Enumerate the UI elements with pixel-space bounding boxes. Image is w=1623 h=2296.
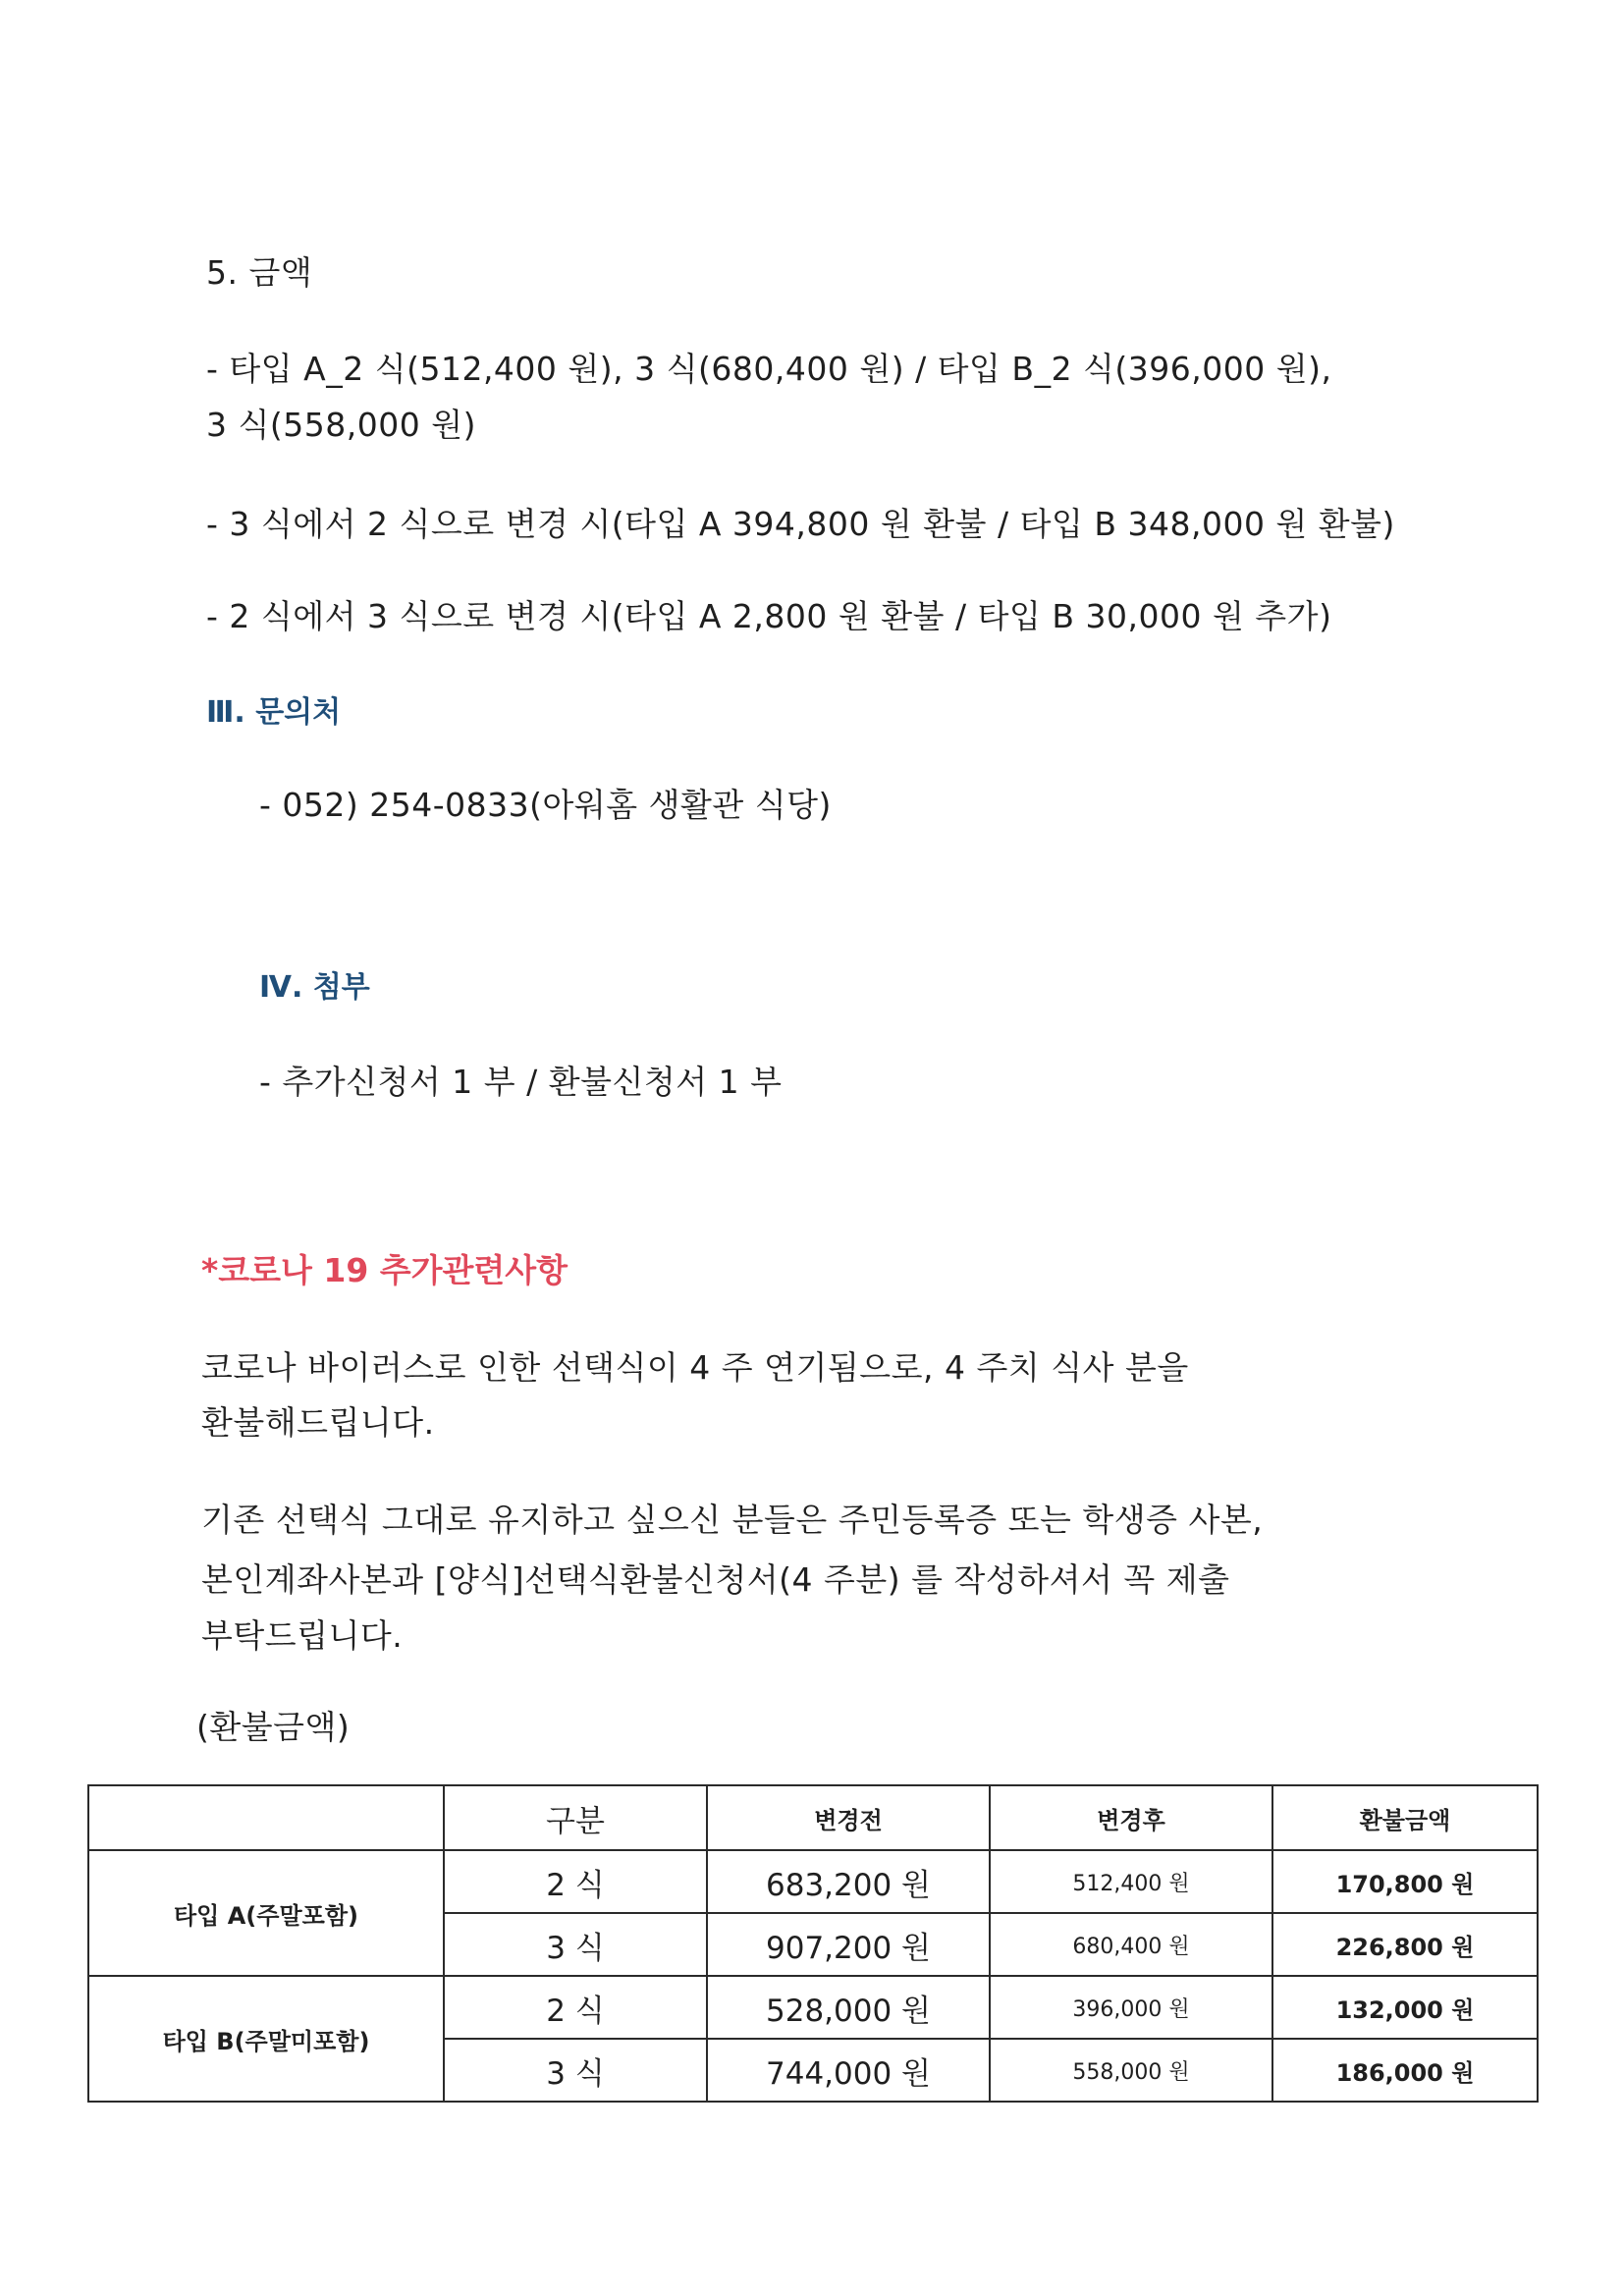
refund-table <box>87 1784 1539 2103</box>
contact-line: - 052) 254-0833(아워홈 생활관 식당) <box>259 786 832 824</box>
corona-para1-line2: 환불해드립니다. <box>201 1403 435 1442</box>
type-a-label: 타입 A(주말포함) <box>88 1850 444 1976</box>
header-category: 구분 <box>444 1785 707 1850</box>
price-before: 683,200 원 <box>707 1850 990 1913</box>
section4-heading: Ⅳ. 첨부 <box>259 970 370 1005</box>
header-refund: 환불금액 <box>1272 1785 1538 1850</box>
meal-count: 2 식 <box>444 1976 707 2039</box>
refund-amount: 186,000 원 <box>1272 2039 1538 2102</box>
change-3-to-2: - 3 식에서 2 식으로 변경 시(타입 A 394,800 원 환불 / 타입 B 348,000 원 환불) <box>206 505 1395 543</box>
type-b-label: 타입 B(주말미포함) <box>88 1976 444 2102</box>
price-line-2: 3 식(558,000 원) <box>206 406 476 444</box>
corona-para2-line2: 본인계좌사본과 [양식]선택식환불신청서(4 주분) 를 작성하셔서 꼭 제출 <box>201 1560 1230 1599</box>
attachments-line: - 추가신청서 1 부 / 환불신청서 1 부 <box>259 1063 783 1101</box>
corona-para1-line1: 코로나 바이러스로 인한 선택식이 4 주 연기됨으로, 4 주치 식사 분을 <box>201 1348 1189 1387</box>
refund-amount: 226,800 원 <box>1272 1913 1538 1976</box>
price-before: 744,000 원 <box>707 2039 990 2102</box>
refund-amount: 170,800 원 <box>1272 1850 1538 1913</box>
meal-count: 3 식 <box>444 2039 707 2102</box>
table-header-row <box>88 1785 1538 1850</box>
corona-heading: *코로나 19 추가관련사항 <box>201 1251 568 1289</box>
price-after: 512,400 원 <box>990 1850 1272 1913</box>
header-before: 변경전 <box>707 1785 990 1850</box>
header-after: 변경후 <box>990 1785 1272 1850</box>
price-after: 396,000 원 <box>990 1976 1272 2039</box>
section5-title: 5. 금액 <box>206 253 313 292</box>
table-row <box>88 1976 1538 2039</box>
price-after: 680,400 원 <box>990 1913 1272 1976</box>
corona-para2-line1: 기존 선택식 그대로 유지하고 싶으신 분들은 주민등록증 또는 학생증 사본, <box>201 1501 1264 1539</box>
corona-para2-line3: 부탁드립니다. <box>201 1616 404 1655</box>
table-caption: (환불금액) <box>196 1708 351 1746</box>
meal-count: 3 식 <box>444 1913 707 1976</box>
price-before: 528,000 원 <box>707 1976 990 2039</box>
price-line-1: - 타입 A_2 식(512,400 원), 3 식(680,400 원) / 타입 B_2 식(396,000 원), <box>206 350 1332 388</box>
meal-count: 2 식 <box>444 1850 707 1913</box>
table-row <box>88 1850 1538 1913</box>
header-empty <box>88 1785 444 1850</box>
price-after: 558,000 원 <box>990 2039 1272 2102</box>
price-before: 907,200 원 <box>707 1913 990 1976</box>
change-2-to-3: - 2 식에서 3 식으로 변경 시(타입 A 2,800 원 환불 / 타입 B 30,000 원 추가) <box>206 597 1332 635</box>
section3-heading: Ⅲ. 문의처 <box>206 695 342 730</box>
refund-amount: 132,000 원 <box>1272 1976 1538 2039</box>
